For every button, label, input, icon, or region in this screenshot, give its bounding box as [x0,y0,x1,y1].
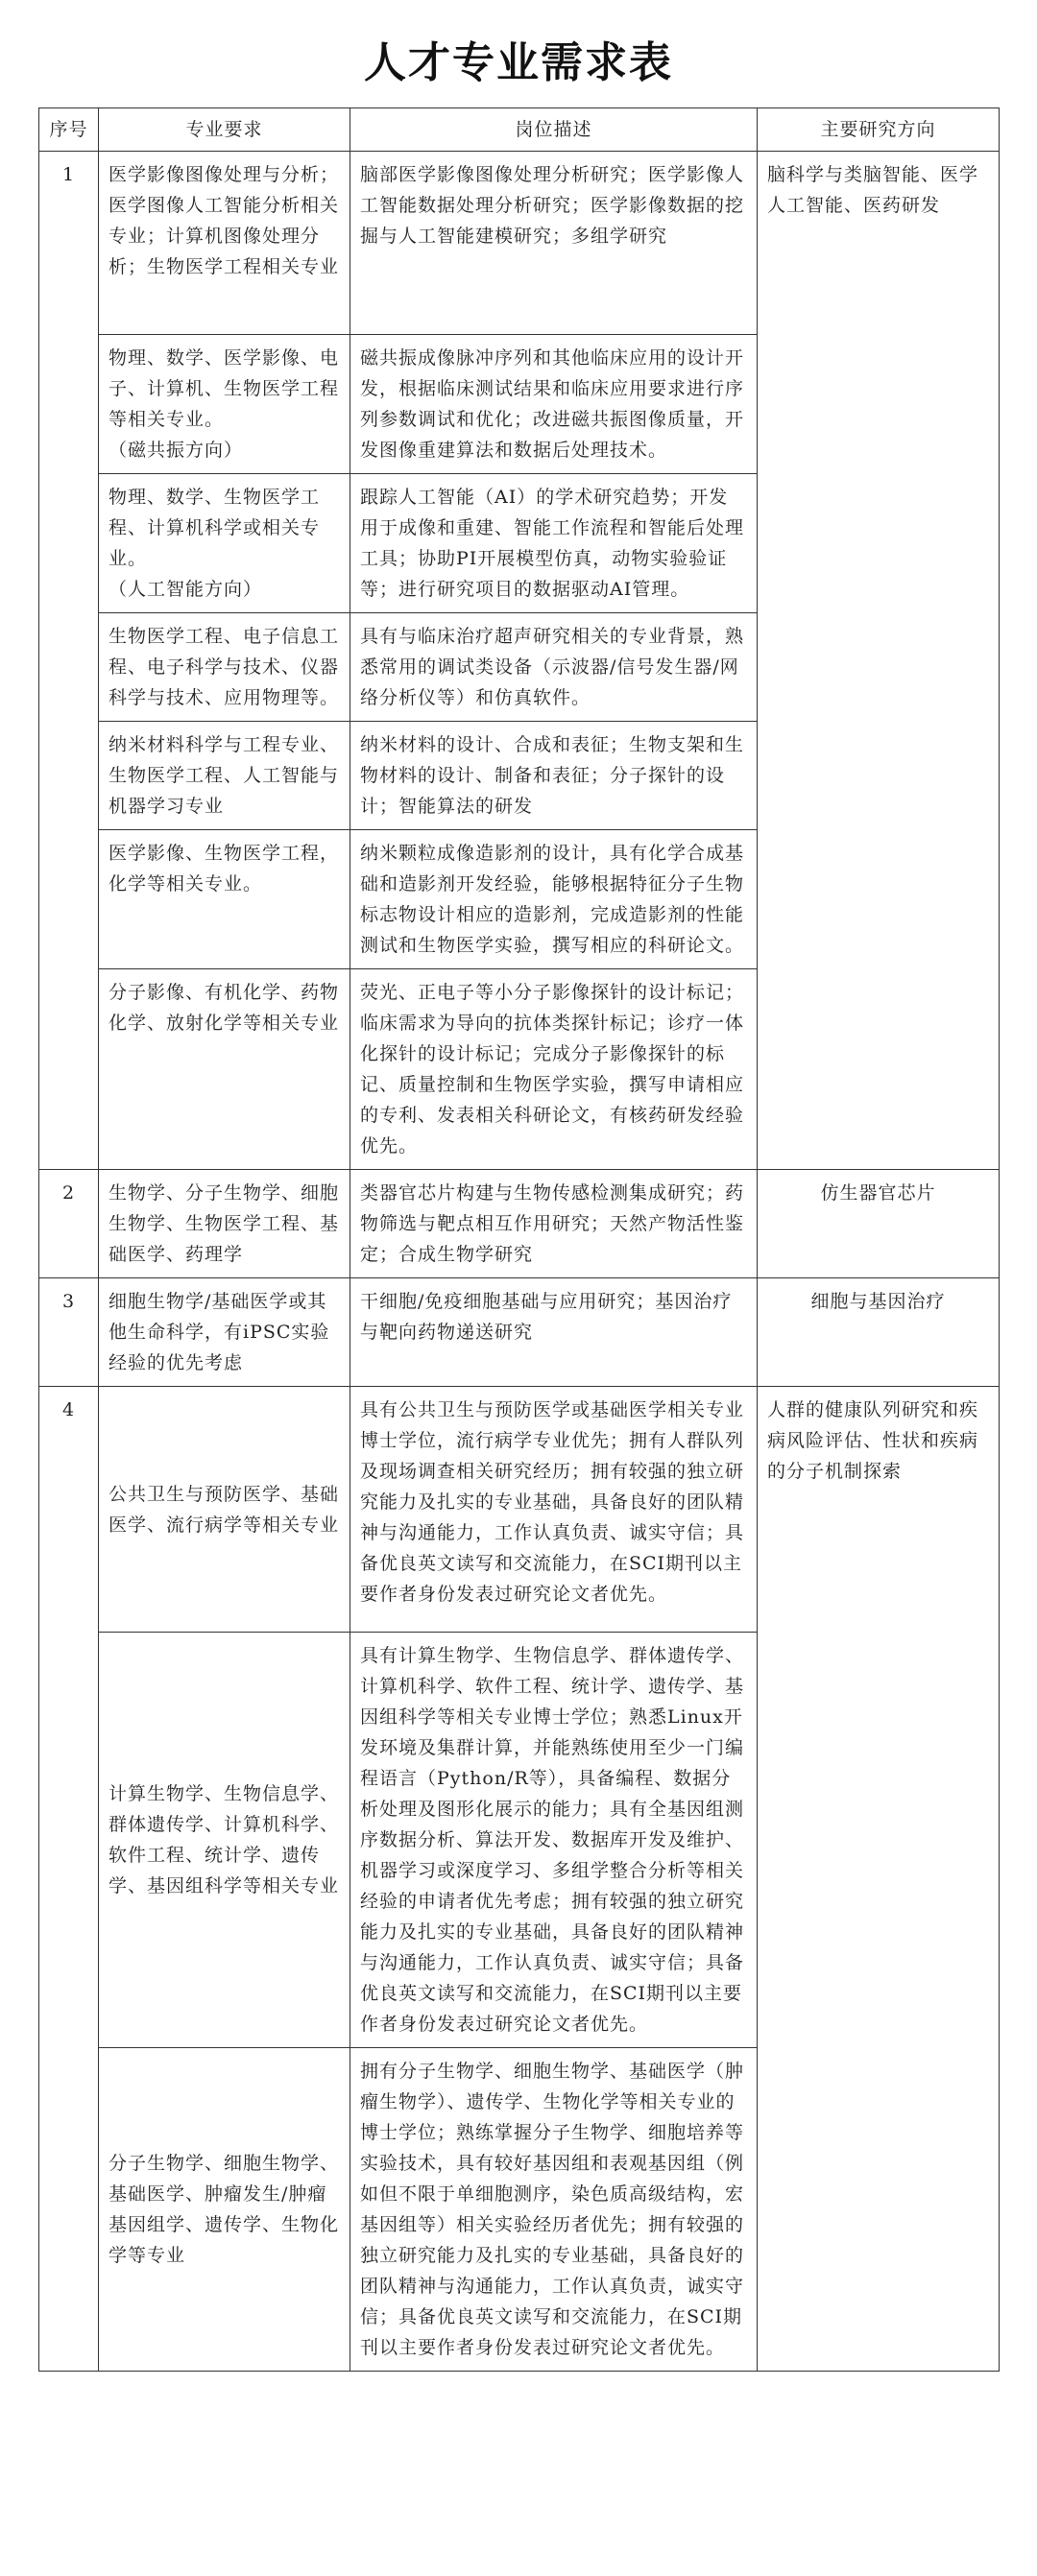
header-major: 专业要求 [99,108,350,152]
row-number: 3 [39,1278,99,1387]
major-requirement: 生物医学工程、电子信息工程、电子科学与技术、仪器科学与技术、应用物理等。 [99,613,350,722]
position-description: 拥有分子生物学、细胞生物学、基础医学（肿瘤生物学）、遗传学、生物化学等相关专业的博士学位；熟练掌握分子生物学、细胞培养等实验技术，具有较好基因组和表观基因组（例如但不限于单细胞测序，染色质高级结构，宏基因组等）相关实验经历者优先；拥有较强的独立研究能力及扎实的专业基础，具备良好的团队精神与沟通能力，工作认真负责，诚实守信；具备优良英文读写和交流能力，在SCI期刊以主要作者身份发表过研究论文者优先。 [350,2048,758,2372]
position-description: 纳米材料的设计、合成和表征；生物支架和生物材料的设计、制备和表征；分子探针的设计；智能算法的研发 [350,722,758,830]
row-number: 1 [39,152,99,1170]
major-requirement: 分子生物学、细胞生物学、基础医学、肿瘤发生/肿瘤基因组学、遗传学、生物化学等专业 [99,2048,350,2372]
table-body [39,152,1000,2372]
major-requirement: 物理、数学、生物医学工程、计算机科学或相关专业。 （人工智能方向） [99,474,350,613]
position-description: 具有公共卫生与预防医学或基础医学相关专业博士学位，流行病学专业优先；拥有人群队列及现场调查相关研究经历；拥有较强的独立研究能力及扎实的专业基础，具备良好的团队精神与沟通能力，工作认真负责、诚实守信；具备优良英文读写和交流能力，在SCI期刊以主要作者身份发表过研究论文者优先。 [350,1387,758,1633]
major-requirement: 公共卫生与预防医学、基础医学、流行病学等相关专业 [99,1387,350,1633]
research-direction: 人群的健康队列研究和疾病风险评估、性状和疾病的分子机制探索 [758,1387,1000,2372]
major-requirement: 医学影像、生物医学工程，化学等相关专业。 [99,830,350,969]
position-description: 纳米颗粒成像造影剂的设计，具有化学合成基础和造影剂开发经验，能够根据特征分子生物标志物设计相应的造影剂，完成造影剂的性能测试和生物医学实验，撰写相应的科研论文。 [350,830,758,969]
table-row [39,1170,1000,1278]
research-direction: 细胞与基因治疗 [758,1278,1000,1387]
position-description: 磁共振成像脉冲序列和其他临床应用的设计开发，根据临床测试结果和临床应用要求进行序列参数调试和优化；改进磁共振图像质量，开发图像重建算法和数据后处理技术。 [350,335,758,474]
major-requirement: 物理、数学、医学影像、电子、计算机、生物医学工程等相关专业。 （磁共振方向） [99,335,350,474]
position-description: 具有与临床治疗超声研究相关的专业背景，熟悉常用的调试类设备（示波器/信号发生器/网络分析仪等）和仿真软件。 [350,613,758,722]
major-requirement: 计算生物学、生物信息学、群体遗传学、计算机科学、软件工程、统计学、遗传学、基因组科学等相关专业 [99,1633,350,2048]
table-row [39,1278,1000,1387]
major-requirement: 分子影像、有机化学、药物化学、放射化学等相关专业 [99,969,350,1170]
position-description: 脑部医学影像图像处理分析研究；医学影像人工智能数据处理分析研究；医学影像数据的挖掘与人工智能建模研究；多组学研究 [350,152,758,335]
research-direction: 脑科学与类脑智能、医学人工智能、医药研发 [758,152,1000,1170]
page-title: 人才专业需求表 [364,38,673,87]
major-requirement: 生物学、分子生物学、细胞生物学、生物医学工程、基础医学、药理学 [99,1170,350,1278]
position-description: 干细胞/免疫细胞基础与应用研究；基因治疗与靶向药物递送研究 [350,1278,758,1387]
header-no: 序号 [39,108,99,152]
table-row [39,152,1000,335]
table-header-row [39,108,1000,152]
header-direction: 主要研究方向 [758,108,1000,152]
research-direction: 仿生器官芯片 [758,1170,1000,1278]
row-number: 4 [39,1387,99,2372]
position-description: 类器官芯片构建与生物传感检测集成研究；药物筛选与靶点相互作用研究；天然产物活性鉴定；合成生物学研究 [350,1170,758,1278]
position-description: 荧光、正电子等小分子影像探针的设计标记；临床需求为导向的抗体类探针标记；诊疗一体化探针的设计标记；完成分子影像探针的标记、质量控制和生物医学实验，撰写申请相应的专利、发表相关科研论文，有核药研发经验优先。 [350,969,758,1170]
row-number: 2 [39,1170,99,1278]
major-requirement: 细胞生物学/基础医学或其他生命科学，有iPSC实验经验的优先考虑 [99,1278,350,1387]
talent-table [38,107,1000,2372]
major-requirement: 纳米材料科学与工程专业、生物医学工程、人工智能与机器学习专业 [99,722,350,830]
major-requirement: 医学影像图像处理与分析；医学图像人工智能分析相关专业；计算机图像处理分析；生物医学工程相关专业 [99,152,350,335]
header-desc: 岗位描述 [350,108,758,152]
table-row [39,1387,1000,1633]
position-description: 跟踪人工智能（AI）的学术研究趋势；开发用于成像和重建、智能工作流程和智能后处理工具；协助PI开展模型仿真，动物实验验证等；进行研究项目的数据驱动AI管理。 [350,474,758,613]
position-description: 具有计算生物学、生物信息学、群体遗传学、计算机科学、软件工程、统计学、遗传学、基因组科学等相关专业博士学位；熟悉Linux开发环境及集群计算，并能熟练使用至少一门编程语言（Python/R等），具备编程、数据分析处理及图形化展示的能力；具有全基因组测序数据分析、算法开发、数据库开发及维护、机器学习或深度学习、多组学整合分析等相关经验的申请者优先考虑；拥有较强的独立研究能力及扎实的专业基础，具备良好的团队精神与沟通能力，工作认真负责、诚实守信；具备优良英文读写和交流能力，在SCI期刊以主要作者身份发表过研究论文者优先。 [350,1633,758,2048]
